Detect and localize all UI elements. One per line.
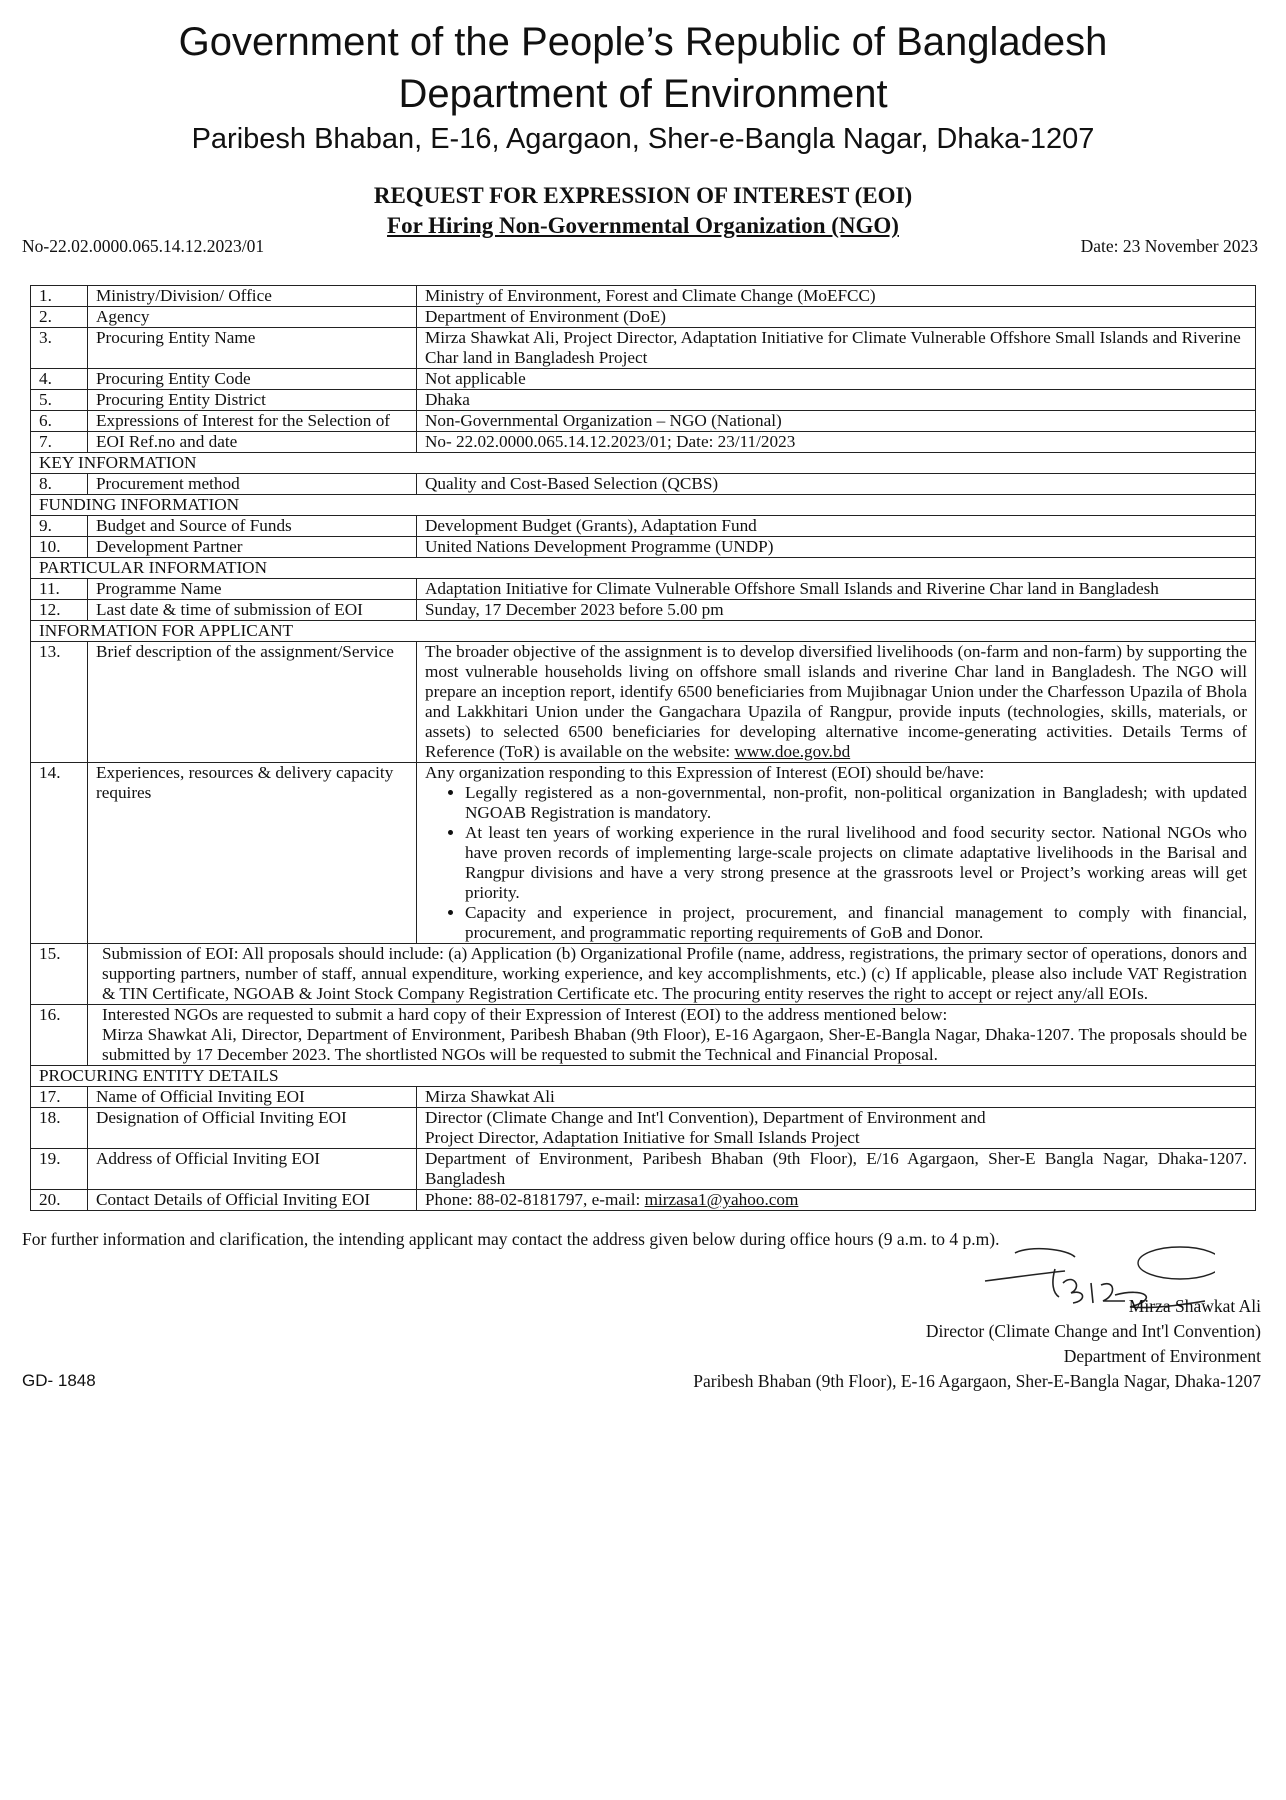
section-header-row [31, 495, 1256, 516]
table-row [31, 944, 1256, 1005]
list-item: • Legally registered as a non-governmental, non-profit, non-political organization in Bangladesh; with updated NGOAB Registration is mandatory. [465, 783, 1247, 823]
row-label: Name of Official Inviting EOI [88, 1087, 417, 1108]
row-value: Department of Environment, Paribesh Bhaban (9th Floor), E/16 Agargaon, Sher-E Bangla Nagar, Dhaka-1207. Bangladesh [417, 1149, 1256, 1190]
signatory-address: Paribesh Bhaban (9th Floor), E-16 Agargaon, Sher-E-Bangla Nagar, Dhaka-1207 [693, 1371, 1261, 1391]
section-header-row [31, 558, 1256, 579]
row-label: Contact Details of Official Inviting EOI [88, 1190, 417, 1211]
header-address: Paribesh Bhaban, E-16, Agargaon, Sher-e-Bangla Nagar, Dhaka-1207 [191, 123, 1095, 155]
row-number: 5. [31, 390, 88, 411]
row-number: 4. [31, 369, 88, 390]
section-header-row [31, 453, 1256, 474]
row-label: Designation of Official Inviting EOI [88, 1108, 417, 1149]
row-value [417, 1108, 1256, 1149]
table-row [31, 1108, 1256, 1149]
row-value: Dhaka [417, 390, 1256, 411]
row-label: EOI Ref.no and date [88, 432, 417, 453]
section-particular-information: PARTICULAR INFORMATION [31, 558, 1256, 579]
row-label: Procuring Entity Code [88, 369, 417, 390]
table-row [31, 390, 1256, 411]
row-number: 15. [31, 944, 88, 1005]
gd-number: GD- 1848 [22, 1371, 96, 1390]
row-number: 10. [31, 537, 88, 558]
row-number: 3. [31, 328, 88, 369]
row-number: 7. [31, 432, 88, 453]
row-value: Submission of EOI: All proposals should include: (a) Application (b) Organizational Profile (name, address, registrations, the primary sector of operations, donors and supporting partners, number of staff, annual expenditure, working experience, and key accomplishments, etc.) (c) If applicable, please also include VAT Registration & TIN Certificate, NGOAB & Joint Stock Company Registration Certificate etc. The procuring entity reserves the right to accept or reject any/all EOIs. [88, 944, 1256, 1005]
row-value: Mirza Shawkat Ali [417, 1087, 1256, 1108]
row-number: 2. [31, 307, 88, 328]
row-value: Department of Environment (DoE) [417, 307, 1256, 328]
row-value: Ministry of Environment, Forest and Climate Change (MoEFCC) [417, 286, 1256, 307]
row-value: Adaptation Initiative for Climate Vulnerable Offshore Small Islands and Riverine Char land in Bangladesh [417, 579, 1256, 600]
row-label: Procurement method [88, 474, 417, 495]
table-row [31, 1190, 1256, 1211]
document-title: REQUEST FOR EXPRESSION OF INTEREST (EOI) [373, 183, 913, 208]
row-label: Brief description of the assignment/Service [88, 642, 417, 763]
row-number: 6. [31, 411, 88, 432]
designation-line-1: Director (Climate Change and Int'l Convention), Department of Environment and [425, 1108, 986, 1127]
row-label: Experiences, resources & delivery capacity requires [88, 763, 417, 944]
table-row [31, 286, 1256, 307]
row-number: 18. [31, 1108, 88, 1149]
row-number: 1. [31, 286, 88, 307]
row-number: 8. [31, 474, 88, 495]
submission-address: Mirza Shawkat Ali, Director, Department of Environment, Paribesh Bhaban (9th Floor), E-16 Agargaon, Sher-E-Bangla Nagar, Dhaka-1207. The proposals should be submitted by 17 December 2023. The shortlisted NGOs will be requested to submit the Technical and Financial Proposal. [102, 1025, 1247, 1064]
row-value: Development Budget (Grants), Adaptation Fund [417, 516, 1256, 537]
row-label: Agency [88, 307, 417, 328]
section-funding-information: FUNDING INFORMATION [31, 495, 1256, 516]
requirements-list [425, 783, 1247, 943]
section-information-for-applicant: INFORMATION FOR APPLICANT [31, 621, 1256, 642]
table-row [31, 369, 1256, 390]
row-label: Last date & time of submission of EOI [88, 600, 417, 621]
table-row [31, 1087, 1256, 1108]
designation-line-2: Project Director, Adaptation Initiative for Small Islands Project [425, 1128, 860, 1147]
row-value: Quality and Cost-Based Selection (QCBS) [417, 474, 1256, 495]
table-row [31, 474, 1256, 495]
table-row [31, 642, 1256, 763]
table-row [31, 1149, 1256, 1190]
header-government: Government of the People’s Republic of Bangladesh [178, 20, 1108, 64]
row-value [417, 642, 1256, 763]
reference-number: No-22.02.0000.065.14.12.2023/01 [22, 236, 265, 256]
table-row [31, 537, 1256, 558]
header-department: Department of Environment [398, 72, 888, 116]
row-label: Expressions of Interest for the Selection of [88, 411, 417, 432]
section-key-information: KEY INFORMATION [31, 453, 1256, 474]
table-row [31, 307, 1256, 328]
table-row [31, 432, 1256, 453]
row-value [417, 763, 1256, 944]
table-row [31, 1005, 1256, 1066]
row-value: No- 22.02.0000.065.14.12.2023/01; Date: 23/11/2023 [417, 432, 1256, 453]
document-date: Date: 23 November 2023 [1080, 236, 1258, 256]
assignment-description: The broader objective of the assignment is to develop diversified livelihoods (on-farm and non-farm) by supporting the most vulnerable households living on offshore small islands and riverine Char land in Bangladesh. The NGO will prepare an inception report, identify 6500 beneficiaries from Mujibnagar Union under the Charfesson Upazila of Bhola and Lakkhitari Union under the Gangachara Upazila of Rangpur, provide inputs (technologies, skills, materials, or assets) to selected 6500 beneficiaries for developing alternative income-generating activities. Details Terms of Reference (ToR) is available on the website: [425, 642, 1247, 761]
table-row [31, 411, 1256, 432]
row-label: Procuring Entity District [88, 390, 417, 411]
requirements-intro: Any organization responding to this Expression of Interest (EOI) should be/have: [425, 763, 985, 782]
document-subtitle: For Hiring Non-Governmental Organization (NGO) [387, 213, 899, 238]
row-value: Mirza Shawkat Ali, Project Director, Adaptation Initiative for Climate Vulnerable Offshore Small Islands and Riverine Char land in Bangladesh Project [417, 328, 1256, 369]
row-number: 11. [31, 579, 88, 600]
eoi-table [30, 285, 1256, 1211]
section-procuring-entity-details: PROCURING ENTITY DETAILS [31, 1066, 1256, 1087]
row-number: 20. [31, 1190, 88, 1211]
table-row [31, 600, 1256, 621]
signatory-department: Department of Environment [1063, 1346, 1261, 1366]
row-number: 13. [31, 642, 88, 763]
section-header-row [31, 621, 1256, 642]
list-item: • At least ten years of working experience in the rural livelihood and food security sector. National NGOs who have proven records of implementing large-scale projects on climate adaptative livelihoods in the Barisal and Rangpur divisions and have a very strong presence at the grassroots level or Project’s working areas will get priority. [465, 823, 1247, 903]
list-item: • Capacity and experience in project, procurement, and financial management to comply with financial, procurement, and programmatic reporting requirements of GoB and Donor. [465, 903, 1247, 943]
row-value: Non-Governmental Organization – NGO (National) [417, 411, 1256, 432]
contact-phone: Phone: 88-02-8181797, e-mail: [425, 1190, 641, 1209]
row-value: United Nations Development Programme (UNDP) [417, 537, 1256, 558]
signatory-designation: Director (Climate Change and Int'l Convention) [925, 1321, 1261, 1341]
row-number: 12. [31, 600, 88, 621]
row-number: 19. [31, 1149, 88, 1190]
table-row [31, 328, 1256, 369]
row-label: Ministry/Division/ Office [88, 286, 417, 307]
row-number: 9. [31, 516, 88, 537]
row-number: 17. [31, 1087, 88, 1108]
row-label: Development Partner [88, 537, 417, 558]
row-value: Not applicable [417, 369, 1256, 390]
row-label: Procuring Entity Name [88, 328, 417, 369]
row-number: 16. [31, 1005, 88, 1066]
table-row [31, 763, 1256, 944]
website-link[interactable]: www.doe.gov.bd [734, 742, 851, 761]
row-value [417, 1190, 1256, 1211]
email-link[interactable]: mirzasa1@yahoo.com [644, 1190, 799, 1209]
section-header-row [31, 1066, 1256, 1087]
row-label: Address of Official Inviting EOI [88, 1149, 417, 1190]
row-label: Budget and Source of Funds [88, 516, 417, 537]
table-row [31, 516, 1256, 537]
submission-instruction: Interested NGOs are requested to submit a hard copy of their Expression of Interest (EOI) to the address mentioned below: [102, 1005, 948, 1024]
row-value: Sunday, 17 December 2023 before 5.00 pm [417, 600, 1256, 621]
row-value [88, 1005, 1256, 1066]
row-label: Programme Name [88, 579, 417, 600]
footer-note: For further information and clarification, the intending applicant may contact the address given below during office hours (9 a.m. to 4 p.m). [22, 1229, 1000, 1249]
row-number: 14. [31, 763, 88, 944]
table-row [31, 579, 1256, 600]
signatory-name: Mirza Shawkat Ali [1128, 1296, 1261, 1316]
